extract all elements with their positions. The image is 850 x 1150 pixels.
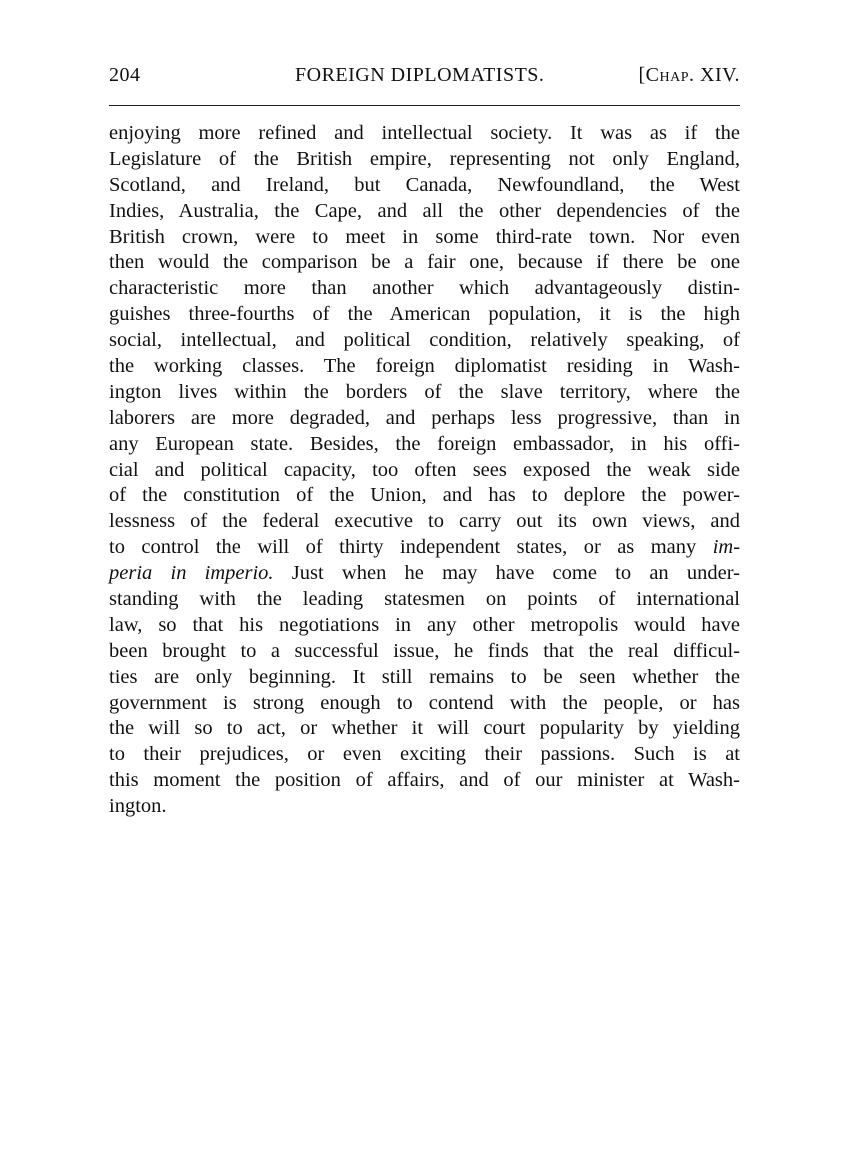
text-line: government is strong enough to contend with the people, or has: [109, 691, 740, 714]
text-line-with-italic: [109, 535, 740, 561]
running-head: [109, 64, 740, 92]
text-line: Indies, Australia, the Cape, and all the other dependencies of the: [109, 199, 740, 222]
text-line: Scotland, and Ireland, but Canada, Newfoundland, the West: [109, 173, 740, 196]
text-line: any European state. Besides, the foreign embassador, in his offi-: [109, 432, 740, 455]
text-line: British crown, were to meet in some third-rate town. Nor even: [109, 225, 740, 248]
italic-phrase: peria in imperio.: [109, 562, 274, 585]
text-line: ington lives within the borders of the slave territory, where the: [109, 380, 740, 403]
running-title: FOREIGN DIPLOMATISTS.: [295, 64, 545, 86]
text-line: standing with the leading statesmen on points of international: [109, 588, 740, 611]
text-line: then would the comparison be a fair one, because if there be one: [109, 251, 740, 274]
text-line: the working classes. The foreign diplomatist residing in Wash-: [109, 355, 740, 378]
text-line: of the constitution of the Union, and has to deplore the power-: [109, 484, 740, 507]
text-segment: Just when he may have come to an under-: [291, 562, 740, 585]
text-line-with-italic: [109, 561, 740, 587]
text-line: Legislature of the British empire, representing not only England,: [109, 147, 740, 170]
text-line: characteristic more than another which advantageously distin-: [109, 277, 740, 300]
text-line: enjoying more refined and intellectual society. It was as if the: [109, 122, 740, 144]
chapter-label: [Chap. XIV.: [638, 64, 740, 86]
text-line: ties are only beginning. It still remains to be seen whether the: [109, 665, 740, 688]
page-number: 204: [109, 64, 141, 86]
italic-phrase: im-: [712, 536, 741, 559]
text-line: cial and political capacity, too often sees exposed the weak side: [109, 458, 740, 481]
body-paragraph: [109, 121, 740, 820]
text-line: social, intellectual, and political condition, relatively speaking, of: [109, 329, 740, 352]
text-segment: to control the will of thirty independent states, or as many: [109, 536, 697, 559]
text-line: laborers are more degraded, and perhaps less progressive, than in: [109, 406, 740, 429]
text-line: the will so to act, or whether it will court popularity by yielding: [109, 717, 740, 740]
text-line: to their prejudices, or even exciting their passions. Such is at: [109, 743, 740, 766]
header-rule: [109, 105, 740, 106]
text-line: guishes three-fourths of the American population, it is the high: [109, 303, 740, 326]
text-line: law, so that his negotiations in any other metropolis would have: [109, 613, 740, 636]
text-line: ington.: [109, 795, 167, 818]
text-line: this moment the position of affairs, and of our minister at Wash-: [109, 769, 740, 792]
text-line: lessness of the federal executive to carry out its own views, and: [109, 510, 740, 533]
text-line: been brought to a successful issue, he finds that the real difficul-: [109, 639, 740, 662]
